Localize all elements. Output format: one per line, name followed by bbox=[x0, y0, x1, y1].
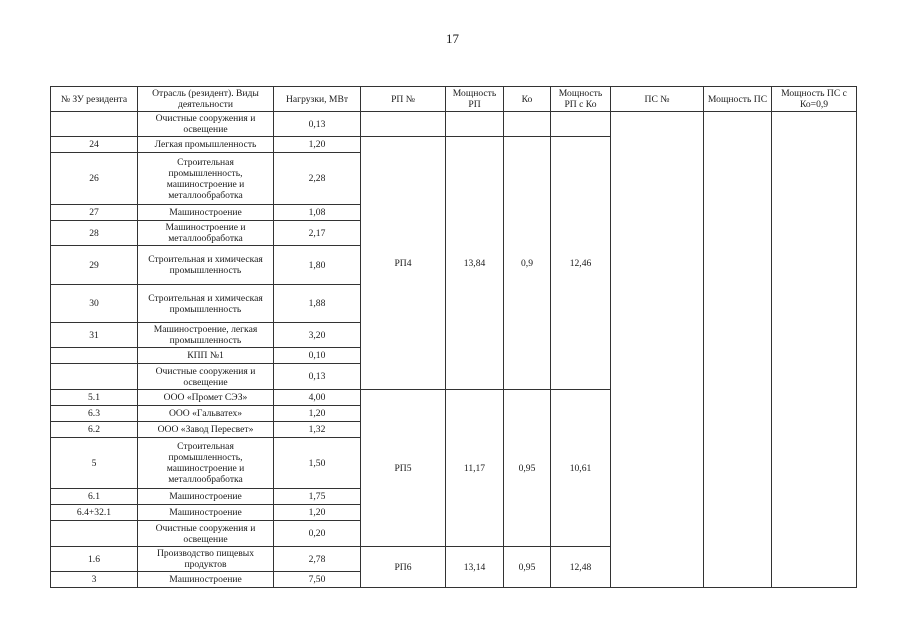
cell-zu: 28 bbox=[51, 221, 138, 246]
header-load: Нагрузки, МВт bbox=[274, 87, 361, 112]
header-zu: № ЗУ резидента bbox=[51, 87, 138, 112]
cell-load: 2,78 bbox=[274, 547, 361, 572]
cell-load: 1,20 bbox=[274, 137, 361, 153]
cell-industry: КПП №1 bbox=[138, 348, 274, 364]
cell-industry: Строительная и химическая промышленность bbox=[138, 246, 274, 285]
cell-industry: ООО «Промет СЭЗ» bbox=[138, 390, 274, 406]
cell-zu: 6.3 bbox=[51, 406, 138, 422]
cell-industry: Строительная промышленность, машиностроение и металлообработка bbox=[138, 153, 274, 205]
cell-rp-power-group-rp5: 11,17 bbox=[446, 390, 504, 547]
cell-zu: 5.1 bbox=[51, 390, 138, 406]
cell-load: 1,20 bbox=[274, 406, 361, 422]
header-rp-power: Мощность РП bbox=[446, 87, 504, 112]
cell-ps-merged bbox=[611, 112, 704, 588]
cell-load: 3,20 bbox=[274, 323, 361, 348]
cell-rp-empty bbox=[361, 112, 446, 137]
cell-load: 2,28 bbox=[274, 153, 361, 205]
cell-rp-group-rp5: РП5 bbox=[361, 390, 446, 547]
cell-industry: Очистные сооружения и освещение bbox=[138, 521, 274, 547]
page-number: 17 bbox=[446, 31, 459, 46]
cell-load: 2,17 bbox=[274, 221, 361, 246]
cell-industry: ООО «Завод Пересвет» bbox=[138, 422, 274, 438]
cell-load: 1,08 bbox=[274, 205, 361, 221]
cell-zu bbox=[51, 521, 138, 547]
cell-rp-group-rp6: РП6 bbox=[361, 547, 446, 588]
cell-industry: Легкая промышленность bbox=[138, 137, 274, 153]
cell-zu: 1.6 bbox=[51, 547, 138, 572]
cell-industry: Машиностроение bbox=[138, 205, 274, 221]
cell-rp-power-empty bbox=[446, 112, 504, 137]
cell-load: 0,10 bbox=[274, 348, 361, 364]
cell-ps-power-merged bbox=[704, 112, 772, 588]
header-ko: Ко bbox=[504, 87, 551, 112]
cell-zu: 26 bbox=[51, 153, 138, 205]
cell-load: 1,75 bbox=[274, 489, 361, 505]
cell-industry: Очистные сооружения и освещение bbox=[138, 364, 274, 390]
cell-load: 4,00 bbox=[274, 390, 361, 406]
cell-industry: Строительная и химическая промышленность bbox=[138, 285, 274, 323]
cell-ko-group-rp6: 0,95 bbox=[504, 547, 551, 588]
cell-zu: 31 bbox=[51, 323, 138, 348]
cell-zu bbox=[51, 364, 138, 390]
cell-rp-group-rp4: РП4 bbox=[361, 137, 446, 390]
cell-industry: Машиностроение и металлообработка bbox=[138, 221, 274, 246]
cell-zu: 24 bbox=[51, 137, 138, 153]
cell-zu: 6.1 bbox=[51, 489, 138, 505]
cell-load: 1,32 bbox=[274, 422, 361, 438]
cell-load: 7,50 bbox=[274, 572, 361, 588]
header-rp-power-ko: Мощность РП с Ко bbox=[551, 87, 611, 112]
table-header-row bbox=[51, 87, 857, 112]
cell-zu: 30 bbox=[51, 285, 138, 323]
cell-load: 1,20 bbox=[274, 505, 361, 521]
cell-zu: 6.2 bbox=[51, 422, 138, 438]
cell-ko-group-rp5: 0,95 bbox=[504, 390, 551, 547]
cell-industry: Машиностроение bbox=[138, 572, 274, 588]
power-load-table bbox=[50, 86, 857, 588]
cell-load: 0,13 bbox=[274, 364, 361, 390]
cell-industry: ООО «Гальватех» bbox=[138, 406, 274, 422]
cell-industry: Машиностроение, легкая промышленность bbox=[138, 323, 274, 348]
table-row bbox=[51, 112, 857, 137]
cell-zu: 5 bbox=[51, 438, 138, 489]
header-industry: Отрасль (резидент). Виды деятельности bbox=[138, 87, 274, 112]
cell-rp-power-ko-group-rp5: 10,61 bbox=[551, 390, 611, 547]
cell-ps-power-ko-merged bbox=[772, 112, 857, 588]
cell-industry: Очистные сооружения и освещение bbox=[138, 112, 274, 137]
cell-ko-group-rp4: 0,9 bbox=[504, 137, 551, 390]
cell-industry: Производство пищевых продуктов bbox=[138, 547, 274, 572]
cell-load: 1,50 bbox=[274, 438, 361, 489]
cell-zu: 6.4+32.1 bbox=[51, 505, 138, 521]
cell-zu bbox=[51, 348, 138, 364]
cell-load: 0,20 bbox=[274, 521, 361, 547]
cell-zu: 27 bbox=[51, 205, 138, 221]
cell-rp-power-ko-group-rp4: 12,46 bbox=[551, 137, 611, 390]
cell-zu: 29 bbox=[51, 246, 138, 285]
cell-industry: Строительная промышленность, машиностроение и металлообработка bbox=[138, 438, 274, 489]
cell-industry: Машиностроение bbox=[138, 505, 274, 521]
cell-zu: 3 bbox=[51, 572, 138, 588]
cell-ko-empty bbox=[504, 112, 551, 137]
cell-rp-power-ko-group-rp6: 12,48 bbox=[551, 547, 611, 588]
header-ps-power-ko: Мощность ПС с Ко=0,9 bbox=[772, 87, 857, 112]
header-rp: РП № bbox=[361, 87, 446, 112]
cell-load: 1,88 bbox=[274, 285, 361, 323]
cell-rp-power-group-rp4: 13,84 bbox=[446, 137, 504, 390]
cell-zu bbox=[51, 112, 138, 137]
cell-industry: Машиностроение bbox=[138, 489, 274, 505]
cell-load: 0,13 bbox=[274, 112, 361, 137]
cell-rp-power-group-rp6: 13,14 bbox=[446, 547, 504, 588]
cell-rp-power-ko-empty bbox=[551, 112, 611, 137]
header-ps: ПС № bbox=[611, 87, 704, 112]
header-ps-power: Мощность ПС bbox=[704, 87, 772, 112]
cell-load: 1,80 bbox=[274, 246, 361, 285]
